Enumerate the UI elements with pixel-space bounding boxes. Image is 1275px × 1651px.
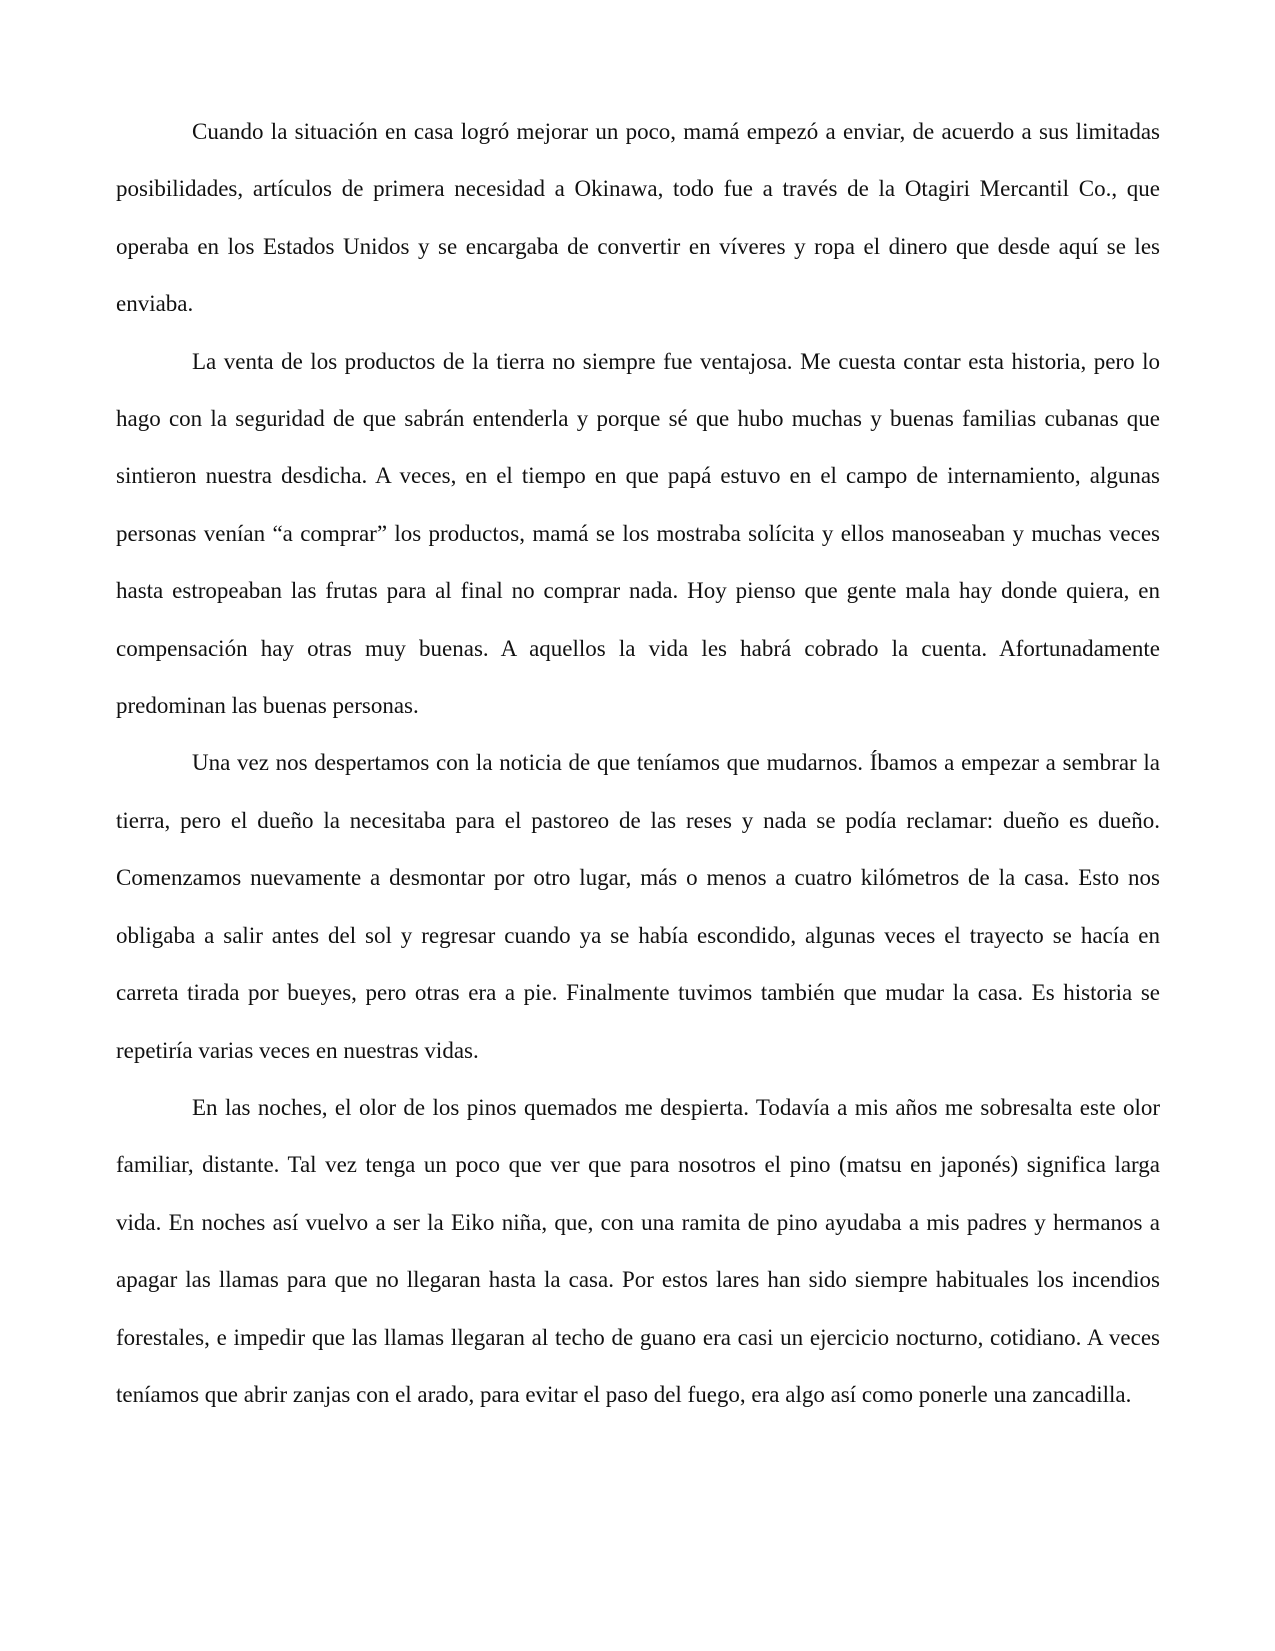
paragraph-1: Cuando la situación en casa logró mejorar un poco, mamá empezó a enviar, de acuerdo a sus limitadas posibilidades, artículos de primera necesidad a Okinawa, todo fue a través de la Otagiri Mercantil Co., que operaba en los Estados Unidos y se encargaba de convertir en víveres y ropa el dinero que desde aquí se les enviaba. [116,119,1160,317]
paragraph-3: Una vez nos despertamos con la noticia de que teníamos que mudarnos. Íbamos a empezar a sembrar la tierra, pero el dueño la necesitaba para el pastoreo de las reses y nada se podía reclamar: dueño es dueño. Comenzamos nuevamente a desmontar por otro lugar, más o menos a cuatro kilómetros de la casa. Esto nos obligaba a salir antes del sol y regresar cuando ya se había escondido, algunas veces el trayecto se hacía en carreta tirada por bueyes, pero otras era a pie. Finalmente tuvimos también que mudar la casa. Es historia se repetiría varias veces en nuestras vidas. [116,750,1160,1063]
paragraph-2: La venta de los productos de la tierra no siempre fue ventajosa. Me cuesta contar esta historia, pero lo hago con la seguridad de que sabrán entenderla y porque sé que hubo muchas y buenas familias cubanas que sintieron nuestra desdicha. A veces, en el tiempo en que papá estuvo en el campo de internamiento, algunas personas venían “a comprar” los productos, mamá se los mostraba solícita y ellos manoseaban y muchas veces hasta estropeaban las frutas para al final no comprar nada. Hoy pienso que gente mala hay donde quiera, en compensación hay otras muy buenas. A aquellos la vida les habrá cobrado la cuenta. Afortunadamente predominan las buenas personas. [116,348,1160,719]
body-text [116,103,1160,1423]
paragraph-4: En las noches, el olor de los pinos quemados me despierta. Todavía a mis años me sobresalta este olor familiar, distante. Tal vez tenga un poco que ver que para nosotros el pino (matsu en japonés) significa larga vida. En noches así vuelvo a ser la Eiko niña, que, con una ramita de pino ayudaba a mis padres y hermanos a apagar las llamas para que no llegaran hasta la casa. Por estos lares han sido siempre habituales los incendios forestales, e impedir que las llamas llegaran al techo de guano era casi un ejercicio nocturno, cotidiano. A veces teníamos que abrir zanjas con el arado, para evitar el paso del fuego, era algo así como ponerle una zancadilla. [116,1094,1160,1407]
